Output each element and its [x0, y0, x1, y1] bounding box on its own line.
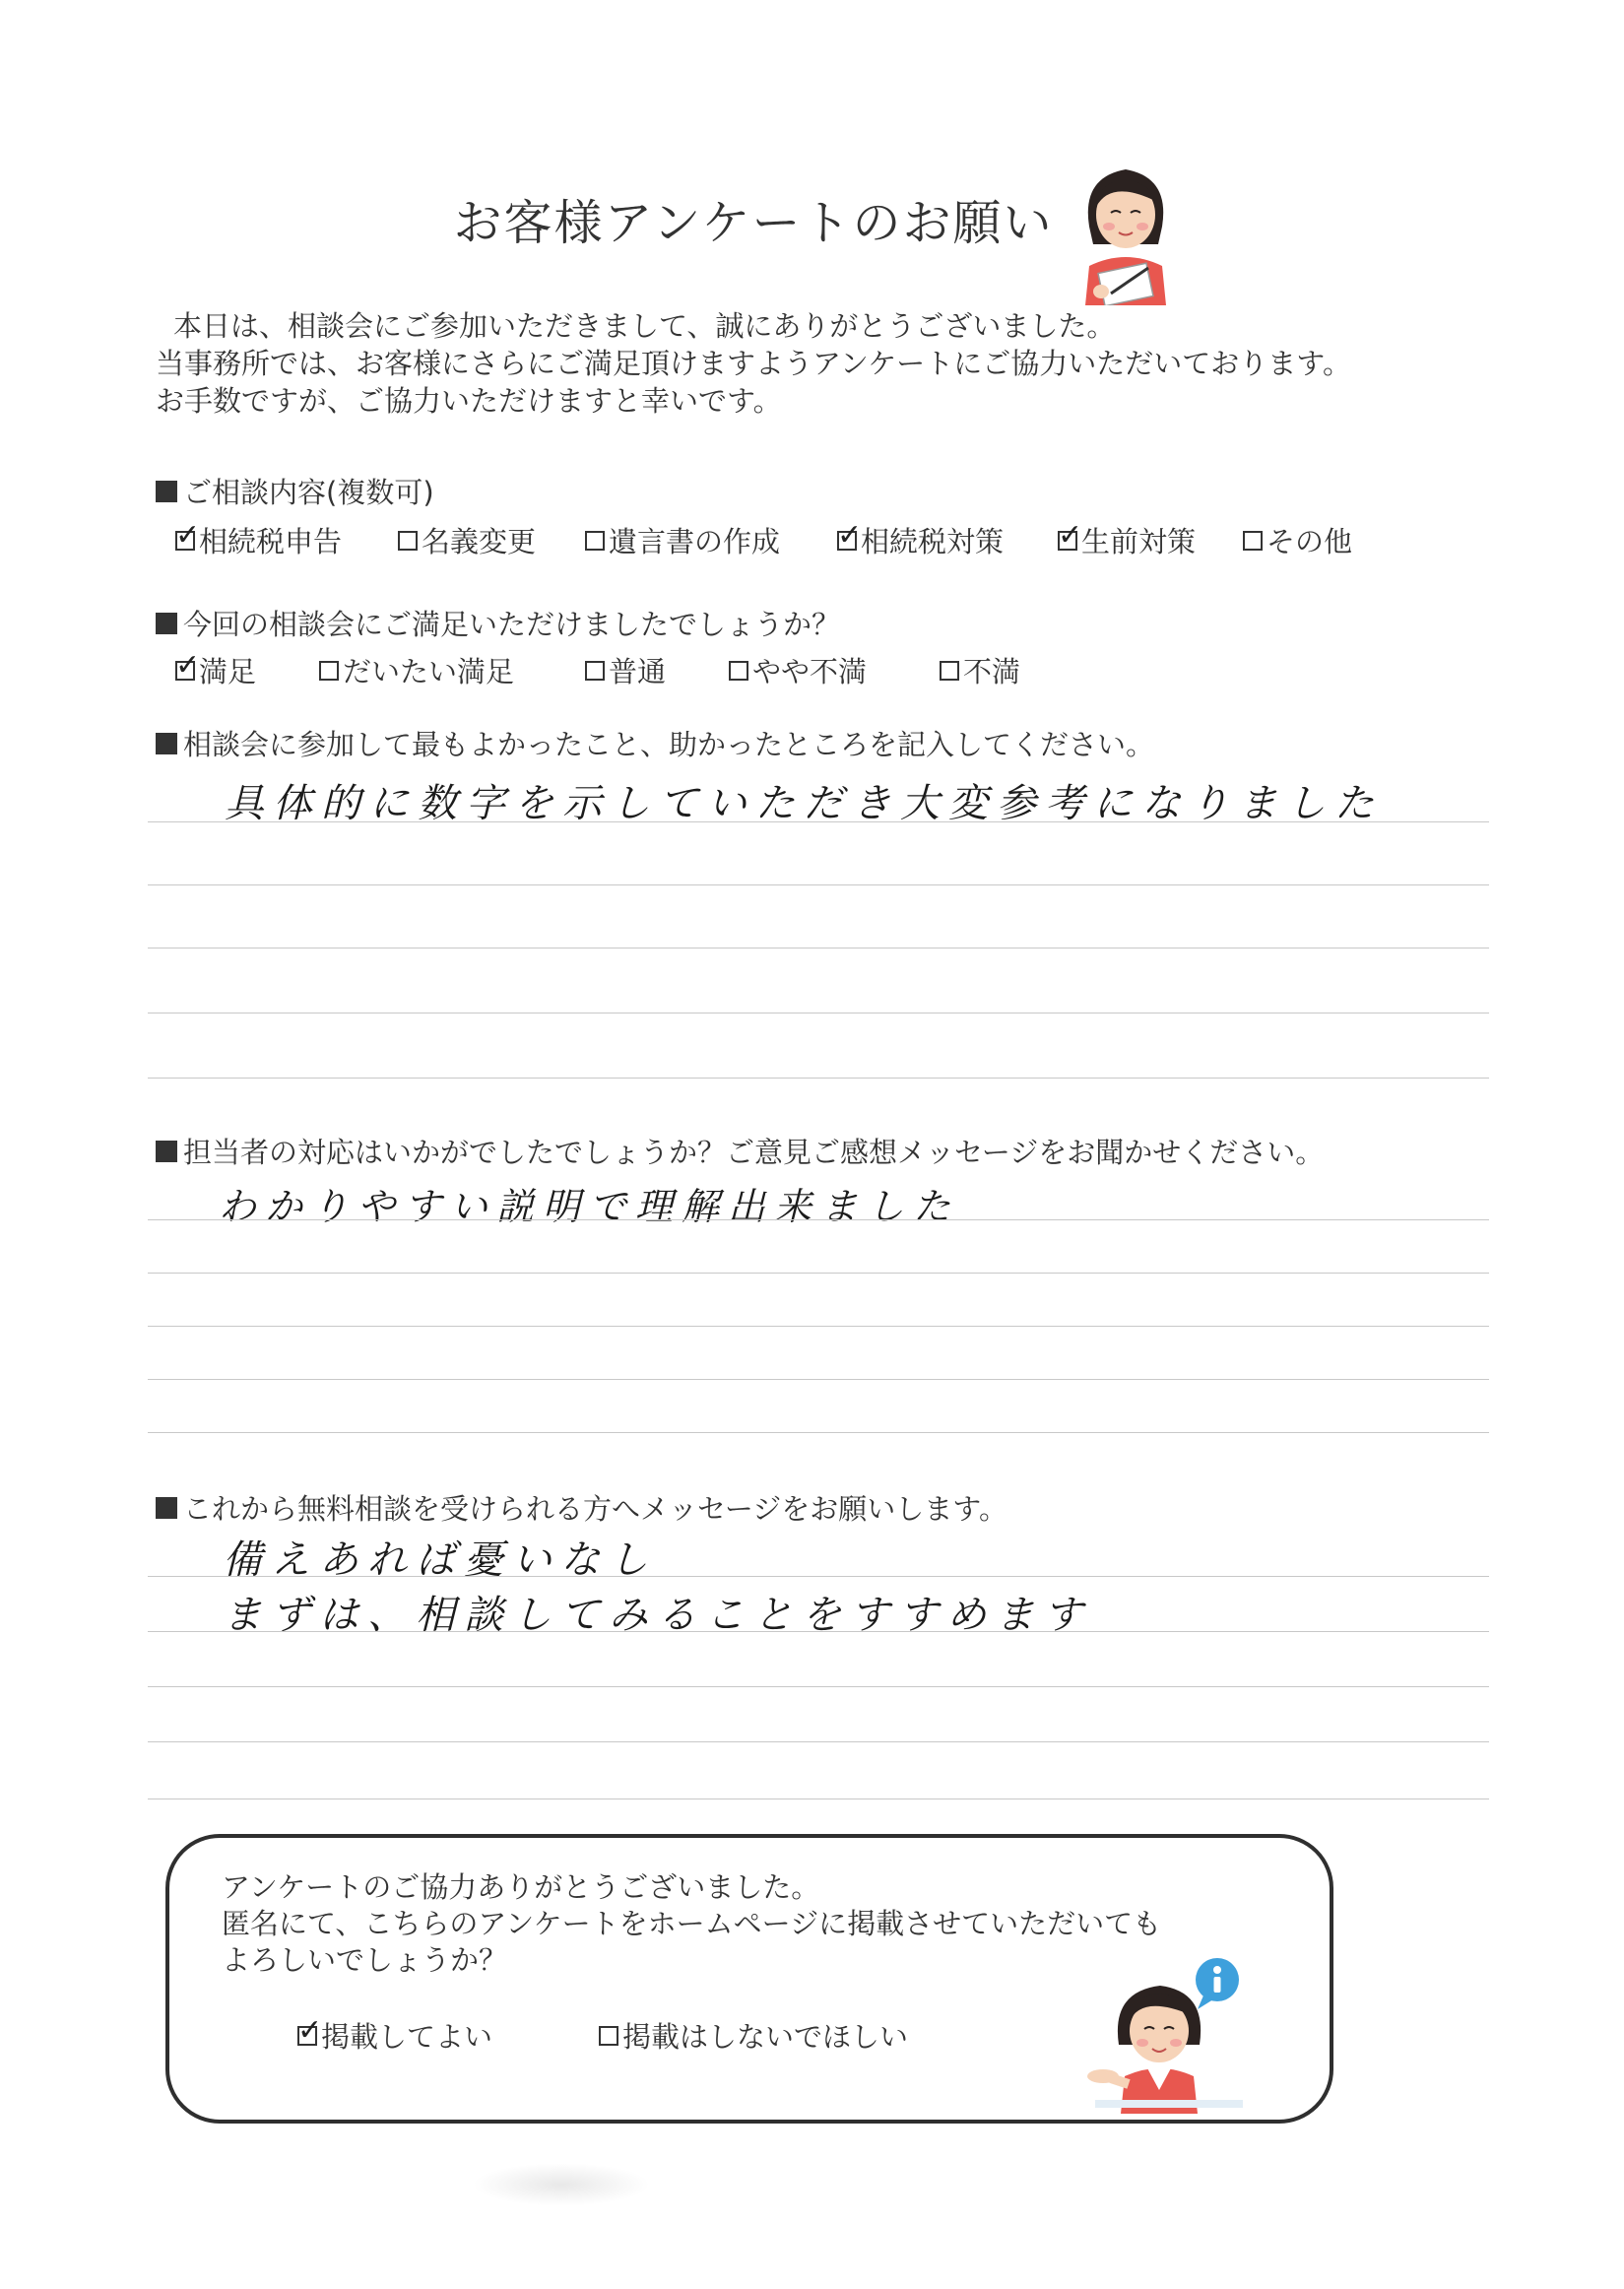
checkbox[interactable]: [1243, 531, 1263, 551]
woman-writing-illustration: [1072, 158, 1180, 305]
question-5-label: これから無料相談を受けられる方へメッセージをお願いします。: [183, 1492, 1007, 1526]
question-1-label: ご相談内容(複数可): [183, 476, 434, 509]
option-yuigonsho[interactable]: [585, 520, 780, 560]
option-label: 不満: [963, 655, 1021, 688]
checkbox[interactable]: [729, 661, 748, 681]
question-3-label: 相談会に参加して最もよかったこと、助かったところを記入してください。: [183, 728, 1155, 761]
option-label: 掲載はしないでほしい: [622, 2020, 909, 2054]
option-label: 満足: [199, 655, 257, 688]
square-bullet-icon: [156, 1497, 177, 1519]
option-daitai-manzoku[interactable]: [319, 650, 514, 690]
checkbox[interactable]: [297, 2012, 323, 2048]
answer-rule: [148, 1273, 1489, 1274]
square-bullet-icon: [156, 613, 177, 634]
checkbox[interactable]: [319, 661, 339, 681]
answer-rule: [148, 1631, 1489, 1632]
square-bullet-icon: [156, 481, 177, 502]
answer-rule: [148, 1326, 1489, 1327]
option-manzoku[interactable]: [175, 647, 257, 690]
option-keisai-shinai[interactable]: [599, 2015, 908, 2056]
option-meigi-henkou[interactable]: [398, 520, 536, 560]
option-label: 遺言書の作成: [609, 525, 781, 558]
option-label: だいたい満足: [343, 655, 515, 688]
question-2-heading: [156, 603, 840, 643]
checkbox[interactable]: [585, 531, 605, 551]
checkbox[interactable]: [940, 661, 959, 681]
option-sonota[interactable]: [1243, 520, 1352, 560]
answer-rule: [148, 1432, 1489, 1433]
woman-guide-illustration: [1081, 1956, 1249, 2114]
closing-text: [222, 1869, 1161, 1979]
question-5-answer-line: まずは、相談してみることをすすめます: [223, 1593, 1092, 1638]
answer-rule: [148, 821, 1489, 822]
answer-rule: [148, 1078, 1489, 1079]
option-yaya-fuman[interactable]: [729, 650, 867, 690]
check-mark-icon: ✓: [1058, 517, 1083, 553]
option-futsuu[interactable]: [585, 650, 666, 690]
checkbox[interactable]: [837, 517, 863, 553]
question-3-answer-line: 具体的に数字を示していただき大変参考になりました: [225, 781, 1383, 826]
question-3-heading: [156, 723, 1154, 763]
page-title: お客様アンケートのお願い: [453, 195, 1054, 251]
option-label: 相続税対策: [861, 525, 1005, 558]
closing-line: よろしいでしょうか？: [222, 1943, 508, 1977]
option-souzokuzei-taisaku[interactable]: [837, 517, 1005, 560]
answer-rule: [148, 1741, 1489, 1742]
answer-rule: [148, 1686, 1489, 1687]
answer-rule: [148, 884, 1489, 885]
question-4-answer-line: わかりやすい説明で理解出来ました: [219, 1185, 960, 1228]
closing-line: 匿名にて、こちらのアンケートをホームページに掲載させていただいても: [222, 1907, 1162, 1940]
intro-line: お手数ですが、ご協力いただけますと幸いです。: [156, 384, 782, 418]
option-label: 名義変更: [422, 525, 537, 558]
scan-smudge: [473, 2163, 650, 2206]
check-mark-icon: ✓: [297, 2012, 323, 2048]
square-bullet-icon: [156, 1141, 177, 1162]
square-bullet-icon: [156, 733, 177, 754]
check-mark-icon: ✓: [837, 517, 863, 553]
option-label: その他: [1267, 525, 1353, 558]
check-mark-icon: ✓: [175, 517, 201, 553]
answer-rule: [148, 1219, 1489, 1220]
checkbox[interactable]: [1058, 517, 1083, 553]
question-4-heading: [156, 1131, 1324, 1171]
intro-text: [156, 307, 1351, 420]
question-2-label: 今回の相談会にご満足いただけましたでしょうか？: [183, 608, 841, 641]
option-label: 相続税申告: [199, 525, 343, 558]
intro-line: 本日は、相談会にご参加いただきまして、誠にありがとうございました。: [173, 309, 1116, 343]
option-label: 掲載してよい: [321, 2020, 493, 2054]
checkbox[interactable]: [585, 661, 605, 681]
checkbox[interactable]: [398, 531, 418, 551]
check-mark-icon: ✓: [175, 647, 201, 683]
answer-rule: [148, 1576, 1489, 1577]
question-5-heading: [156, 1487, 1007, 1528]
option-keisai-yoi[interactable]: [297, 2012, 493, 2056]
option-fuman[interactable]: [940, 650, 1020, 690]
option-label: 生前対策: [1081, 525, 1197, 558]
question-4-label: 担当者の対応はいかがでしたでしょうか？ご意見ご感想メッセージをお聞かせください。: [183, 1136, 1325, 1169]
checkbox[interactable]: [175, 647, 201, 683]
option-label: やや不満: [752, 655, 868, 688]
closing-line: アンケートのご協力ありがとうございました。: [222, 1870, 820, 1904]
option-souzokuzei-shinkoku[interactable]: [175, 517, 343, 560]
info-bubble-icon: [1196, 1958, 1239, 2009]
intro-line: 当事務所では、お客様にさらにご満足頂けますようアンケートにご協力いただいております。: [156, 347, 1351, 380]
answer-rule: [148, 1013, 1489, 1014]
option-label: 普通: [609, 655, 667, 688]
checkbox[interactable]: [599, 2026, 618, 2046]
answer-rule: [148, 1798, 1489, 1799]
question-1-heading: [156, 471, 434, 511]
question-5-answer-line: 備えあれば憂いなし: [223, 1537, 657, 1583]
answer-rule: [148, 1379, 1489, 1380]
checkbox[interactable]: [175, 517, 201, 553]
option-seizen-taisaku[interactable]: [1058, 517, 1197, 560]
